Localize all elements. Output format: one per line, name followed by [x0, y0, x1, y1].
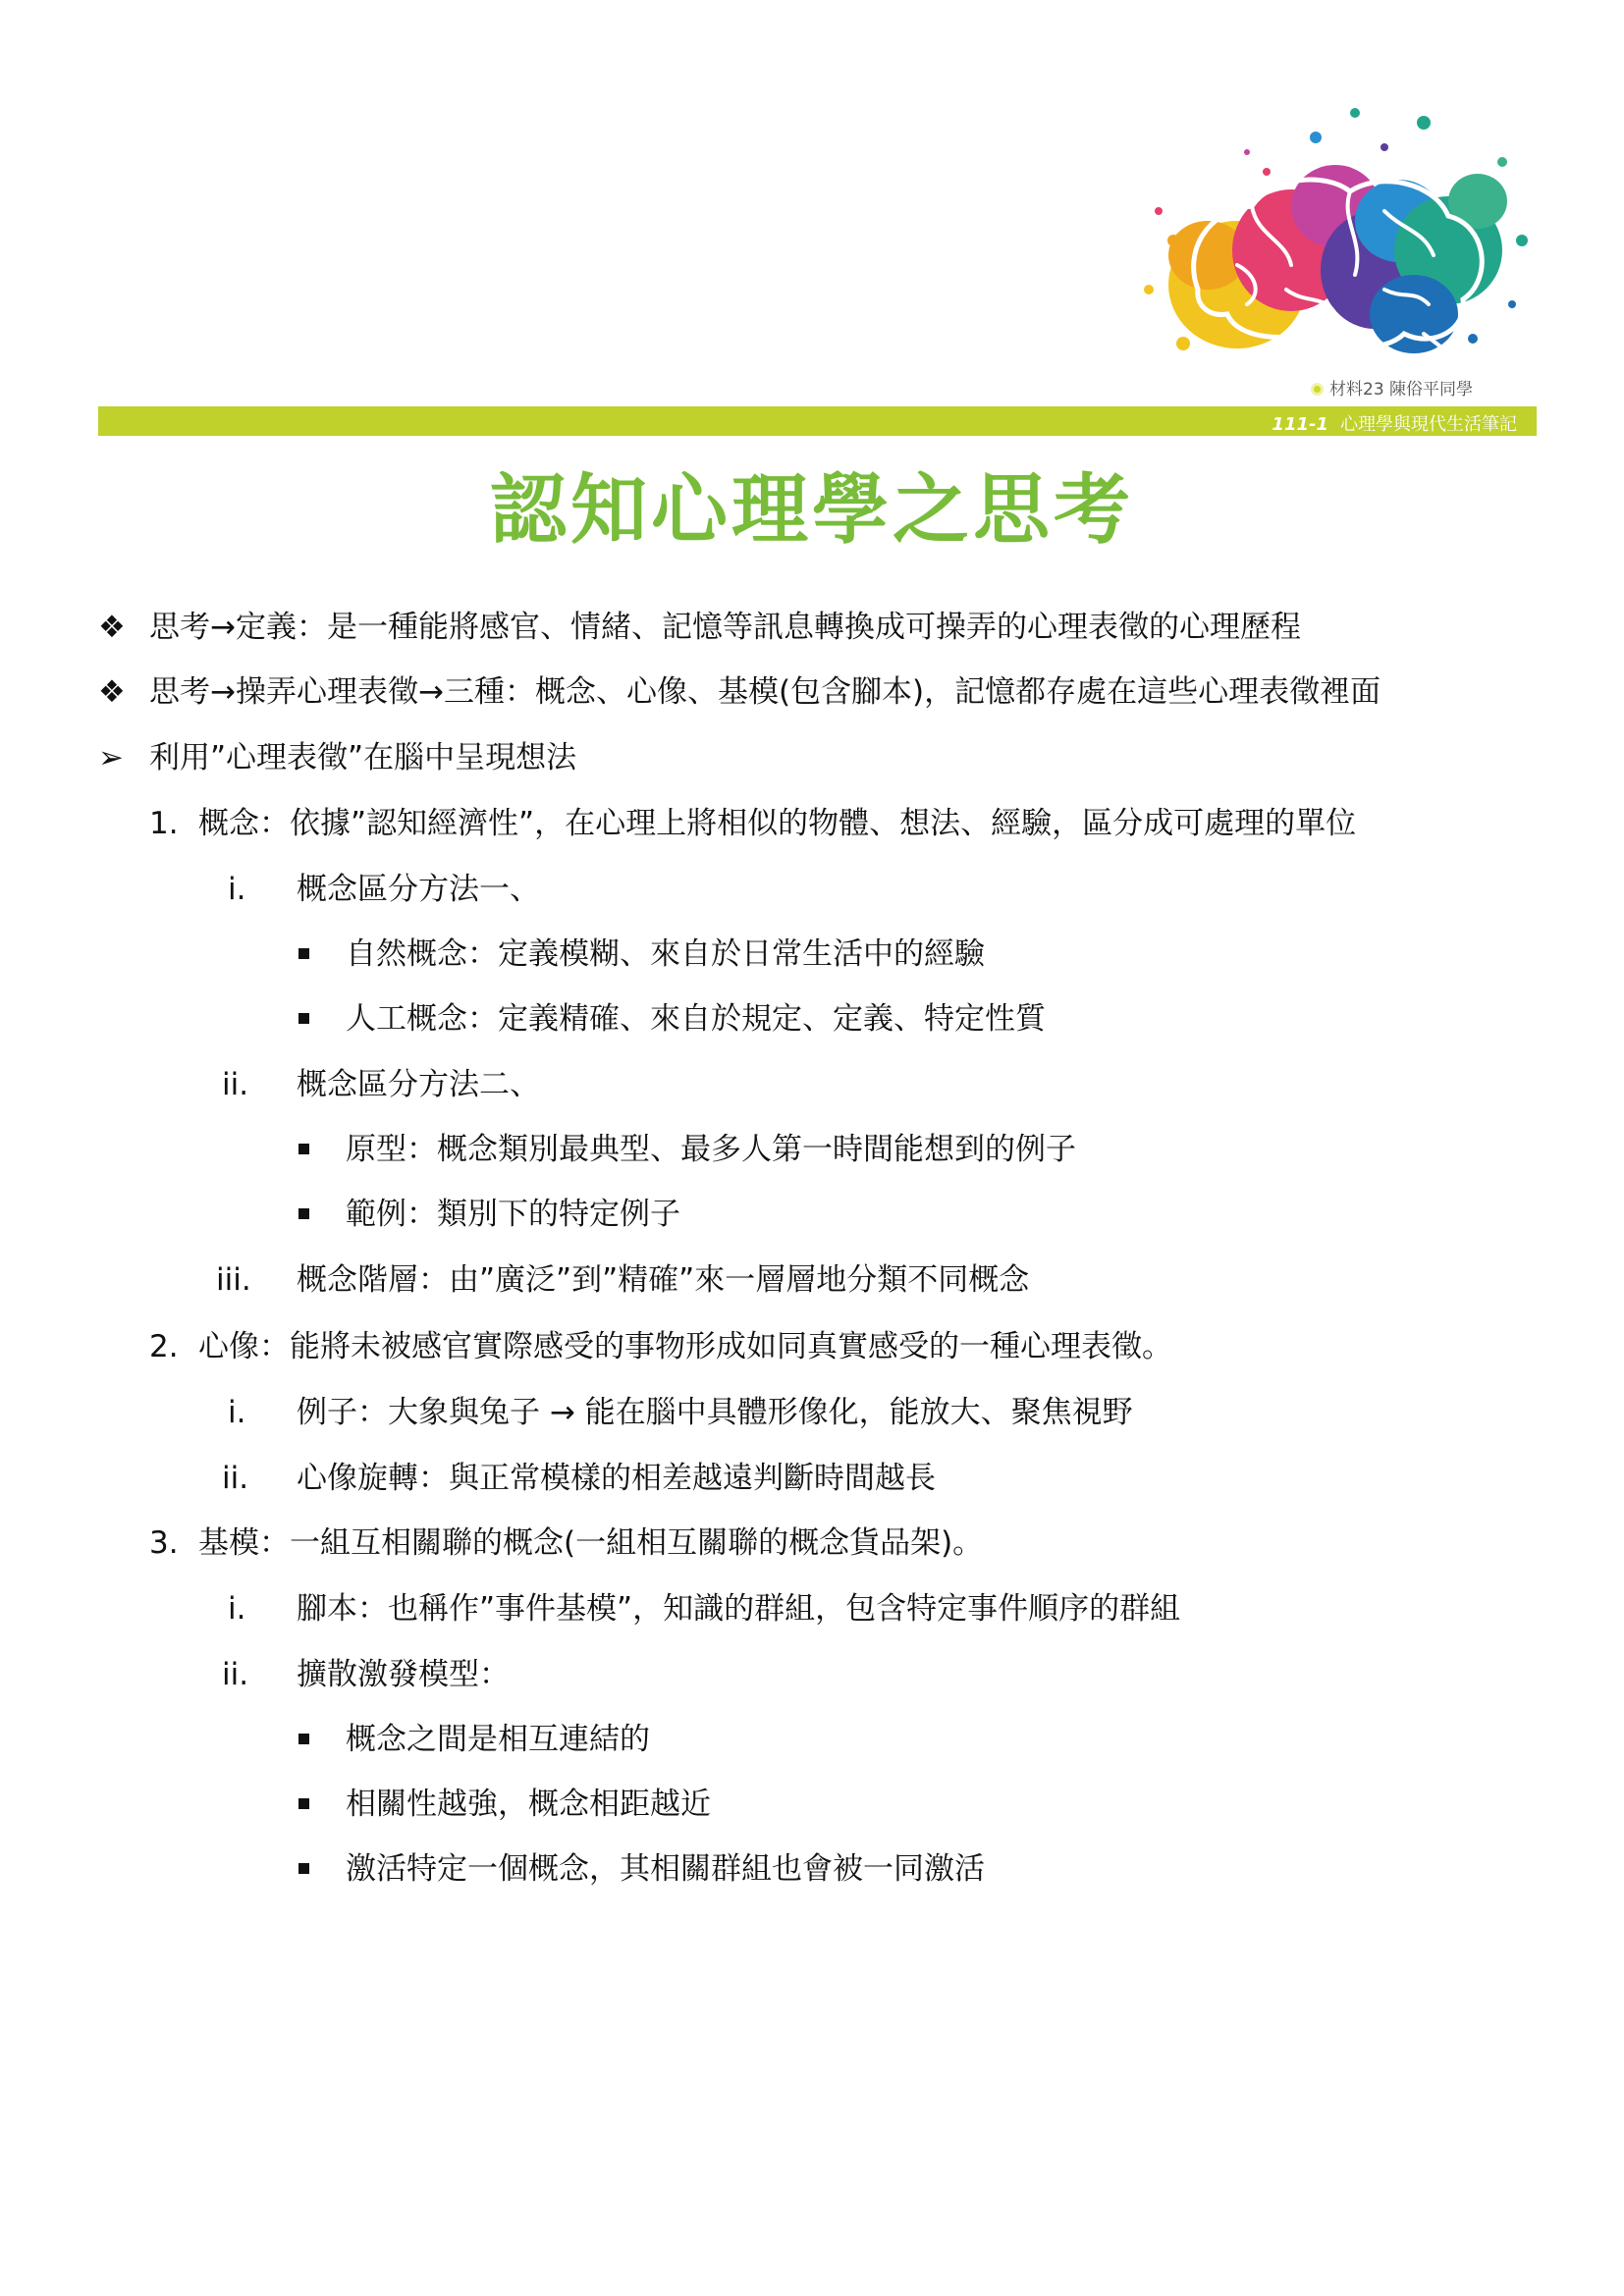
list-roman-numeral: ii. [222, 1067, 249, 1102]
list-item-text: 思考→定義：是一種能將感官、情緒、記憶等訊息轉換成可操弄的心理表徵的心理歷程 [149, 610, 1301, 645]
square-bullet-icon [298, 948, 309, 959]
square-bullet-icon [298, 1798, 309, 1809]
square-bullet-icon [298, 1013, 309, 1024]
author-credit [1311, 375, 1473, 400]
list-item-text: 原型：概念類別最典型、最多人第一時間能想到的例子 [346, 1132, 1076, 1167]
course-label [1272, 410, 1517, 436]
list-roman-numeral: ii. [222, 1657, 249, 1692]
list-item-text: 自然概念：定義模糊、來自於日常生活中的經驗 [346, 936, 985, 972]
list-item-text: 心像：能將未被感官實際感受的事物形成如同真實感受的一種心理表徵。 [198, 1329, 1172, 1364]
list-roman-numeral: i. [228, 872, 246, 907]
list-roman-numeral: ii. [222, 1461, 249, 1496]
square-bullet-icon [298, 1734, 309, 1744]
square-bullet-icon [298, 1863, 309, 1874]
list-number: 2. [149, 1329, 179, 1364]
list-item-text: 範例：類別下的特定例子 [346, 1197, 680, 1232]
list-item-text: 概念區分方法二、 [297, 1067, 540, 1102]
course-name: 心理學與現代生活筆記 [1340, 414, 1517, 435]
author-name: 材料23 陳俗平同學 [1329, 380, 1474, 400]
list-item-text: 例子：大象與兔子 → 能在腦中具體形像化，能放大、聚焦視野 [297, 1395, 1133, 1430]
list-item-text: 概念階層：由”廣泛”到”精確”來一層層地分類不同概念 [297, 1262, 1030, 1298]
square-bullet-icon [298, 1208, 309, 1219]
list-roman-numeral: iii. [216, 1262, 251, 1298]
square-bullet-icon [298, 1144, 309, 1154]
arrow-bullet-icon: ➢ [98, 740, 124, 775]
list-item-text: 思考→操弄心理表徵→三種：概念、心像、基模(包含腳本)，記憶都存處在這些心理表徵裡面 [149, 674, 1381, 710]
course-code: 111-1 [1272, 414, 1328, 435]
list-item-text: 心像旋轉：與正常模樣的相差越遠判斷時間越長 [297, 1461, 936, 1496]
list-item-text: 基模：一組互相關聯的概念(一組相互關聯的概念貨品架)。 [198, 1525, 984, 1561]
list-item-text: 人工概念：定義精確、來自於規定、定義、特定性質 [346, 1001, 1046, 1037]
list-item-text: 概念之間是相互連結的 [346, 1722, 650, 1757]
list-number: 1. [149, 806, 179, 841]
diamond-bullet-icon: ❖ [98, 674, 126, 710]
list-item-text: 相關性越強，概念相距越近 [346, 1787, 711, 1822]
header-bar [98, 406, 1537, 436]
diamond-bullet-icon: ❖ [98, 610, 126, 645]
list-item-text: 腳本：也稱作”事件基模”，知識的群組，包含特定事件順序的群組 [297, 1591, 1181, 1627]
bullet-dot-icon [1311, 383, 1324, 396]
list-roman-numeral: i. [228, 1395, 246, 1430]
list-item-text: 利用”心理表徵”在腦中呈現想法 [149, 740, 577, 775]
list-item-text: 概念：依據”認知經濟性”，在心理上將相似的物體、想法、經驗，區分成可處理的單位 [198, 806, 1357, 841]
list-item-text: 概念區分方法一、 [297, 872, 540, 907]
list-roman-numeral: i. [228, 1591, 246, 1627]
page-title: 認知心理學之思考 [489, 466, 1134, 555]
list-number: 3. [149, 1525, 179, 1561]
list-item-text: 激活特定一個概念，其相關群組也會被一同激活 [346, 1851, 985, 1887]
brain-logo-icon [1090, 93, 1542, 378]
list-item-text: 擴散激發模型： [297, 1657, 510, 1692]
